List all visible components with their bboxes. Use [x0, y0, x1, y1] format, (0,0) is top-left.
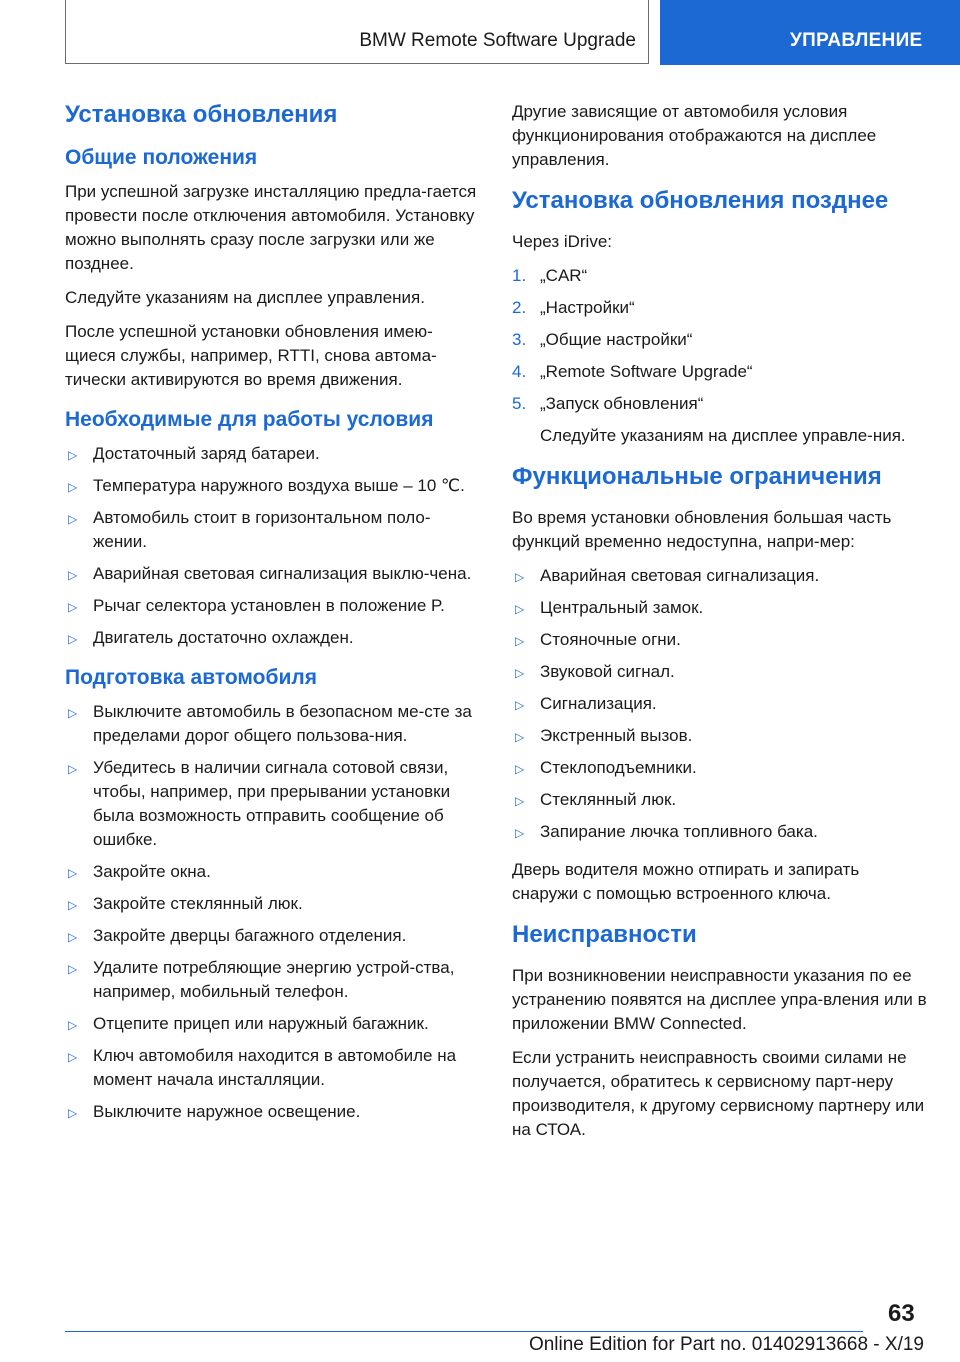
section-title-limitations: Функциональные ограничения	[512, 463, 882, 490]
section-title-install-later: Установка обновления позднее	[512, 187, 889, 214]
triangle-bullet-icon: ▷	[68, 1050, 78, 1064]
section-title-install: Установка обновления	[65, 101, 338, 128]
heading-preparation: Подготовка автомобиля	[65, 666, 317, 689]
list-item: ▷ Двигатель достаточно охлажден.	[65, 626, 480, 650]
list-item: ▷ Автомобиль стоит в горизонтальном поло-жении.	[68, 508, 431, 551]
section-title-faults: Неисправности	[512, 921, 697, 948]
triangle-bullet-icon: ▷	[515, 570, 525, 584]
right-column	[512, 100, 927, 1152]
triangle-bullet-icon: ▷	[68, 962, 78, 976]
triangle-bullet-icon: ▷	[68, 1106, 78, 1120]
paragraph: Следуйте указаниям на дисплее управления.	[65, 288, 425, 307]
triangle-bullet-icon: ▷	[68, 866, 78, 880]
list-item: ▷ Сигнализация.	[512, 692, 927, 716]
step-item[interactable]	[512, 392, 927, 448]
paragraph: При успешной загрузке инсталляцию предла-гается провести после отключения автомобиля. Установку можно выполнять сразу после загрузки или же позднее.	[65, 182, 477, 273]
triangle-bullet-icon: ▷	[515, 794, 525, 808]
list-item: ▷ Звуковой сигнал.	[512, 660, 927, 684]
list-item: ▷ Запирание лючка топливного бака.	[512, 820, 927, 844]
section-tab[interactable]	[660, 0, 960, 65]
step-number: 3.	[512, 330, 527, 349]
list-item: ▷ Удалите потребляющие энергию устрой-ства, например, мобильный телефон.	[68, 958, 455, 1001]
triangle-bullet-icon: ▷	[515, 730, 525, 744]
triangle-bullet-icon: ▷	[515, 666, 525, 680]
list-item: ▷ Убедитесь в наличии сигнала сотовой связи, чтобы, например, при прерывании установки была возможность отправить сообщение об ошибке.	[68, 758, 451, 849]
list-item: ▷ Стеклянный люк.	[512, 788, 927, 812]
triangle-bullet-icon: ▷	[68, 898, 78, 912]
triangle-bullet-icon: ▷	[68, 480, 78, 494]
list-item: ▷ Стеклоподъемники.	[512, 756, 927, 780]
triangle-bullet-icon: ▷	[68, 930, 78, 944]
step-item[interactable]	[512, 328, 927, 352]
triangle-bullet-icon: ▷	[515, 698, 525, 712]
list-item: ▷ Закройте стеклянный люк.	[65, 892, 480, 916]
triangle-bullet-icon: ▷	[68, 632, 78, 646]
step-text: „Настройки“	[540, 298, 635, 317]
paragraph: Другие зависящие от автомобиля условия функционирования отображаются на дисплее управления.	[512, 102, 877, 169]
list-item: ▷ Достаточный заряд батареи.	[65, 442, 480, 466]
triangle-bullet-icon: ▷	[68, 512, 78, 526]
list-item: ▷ Выключите наружное освещение.	[65, 1100, 480, 1124]
idrive-label: Через iDrive:	[512, 232, 613, 251]
triangle-bullet-icon: ▷	[68, 568, 78, 582]
paragraph: Дверь водителя можно отпирать и запирать снаружи с помощью встроенного ключа.	[512, 860, 860, 903]
left-column	[65, 100, 480, 1138]
list-item: ▷ Рычаг селектора установлен в положение P.	[65, 594, 480, 618]
step-text: „Запуск обновления“	[540, 394, 704, 413]
triangle-bullet-icon: ▷	[68, 600, 78, 614]
step-item[interactable]	[512, 264, 927, 288]
footer-edition: Online Edition for Part no. 01402913668 - X/19	[528, 1334, 924, 1355]
preparation-list	[65, 700, 480, 1124]
step-text: „Remote Software Upgrade“	[540, 362, 753, 381]
step-item[interactable]	[512, 360, 927, 384]
list-item: ▷ Экстренный вызов.	[512, 724, 927, 748]
limitations-list	[512, 564, 927, 844]
paragraph: При возникновении неисправности указания по ее устранению появятся на дисплее упра-вления или в приложении BMW Connected.	[512, 966, 927, 1033]
list-item: ▷ Выключите автомобиль в безопасном ме-сте за пределами дорог общего пользова-ния.	[68, 702, 472, 745]
list-item: ▷ Температура наружного воздуха выше – 10 ℃.	[65, 474, 480, 498]
triangle-bullet-icon: ▷	[515, 762, 525, 776]
triangle-bullet-icon: ▷	[515, 602, 525, 616]
list-item: ▷ Закройте окна.	[65, 860, 480, 884]
page-number: 63	[888, 1300, 915, 1327]
paragraph: Если устранить неисправность своими силами не получается, обратитесь к сервисному парт-неру производителя, к другому сервисному партнеру или на СТОА.	[512, 1048, 925, 1139]
triangle-bullet-icon: ▷	[515, 826, 525, 840]
step-text: „Общие настройки“	[540, 330, 693, 349]
step-number: 4.	[512, 362, 527, 381]
step-number: 1.	[512, 266, 527, 285]
list-item: ▷ Аварийная световая сигнализация.	[512, 564, 927, 588]
header-box	[65, 0, 649, 64]
list-item: ▷ Стояночные огни.	[512, 628, 927, 652]
header-title: BMW Remote Software Upgrade	[359, 30, 636, 51]
step-number: 2.	[512, 298, 527, 317]
triangle-bullet-icon: ▷	[68, 762, 78, 776]
list-item: ▷ Закройте дверцы багажного отделения.	[65, 924, 480, 948]
triangle-bullet-icon: ▷	[68, 706, 78, 720]
requirements-list	[65, 442, 480, 650]
list-item: ▷ Ключ автомобиля находится в автомобиле на момент начала инсталляции.	[68, 1046, 457, 1089]
section-tab-label: УПРАВЛЕНИЕ	[790, 30, 923, 51]
idrive-steps	[512, 264, 927, 448]
heading-requirements: Необходимые для работы условия	[65, 408, 434, 431]
paragraph: После успешной установки обновления имею-щиеся службы, например, RTTI, снова автома-тически активируются во время движения.	[65, 322, 437, 389]
list-item: ▷ Отцепите прицеп или наружный багажник.	[65, 1012, 480, 1036]
triangle-bullet-icon: ▷	[68, 448, 78, 462]
heading-general: Общие положения	[65, 146, 258, 169]
footer-divider	[65, 1331, 863, 1332]
triangle-bullet-icon: ▷	[515, 634, 525, 648]
step-number: 5.	[512, 394, 527, 413]
step-item[interactable]	[512, 296, 927, 320]
step-text: „CAR“	[540, 266, 588, 285]
paragraph: Во время установки обновления большая часть функций временно недоступна, напри-мер:	[512, 508, 892, 551]
triangle-bullet-icon: ▷	[68, 1018, 78, 1032]
step-note: Следуйте указаниям на дисплее управле-ния.	[540, 426, 906, 445]
list-item: ▷ Центральный замок.	[512, 596, 927, 620]
list-item: ▷ Аварийная световая сигнализация выклю-чена.	[65, 562, 480, 586]
